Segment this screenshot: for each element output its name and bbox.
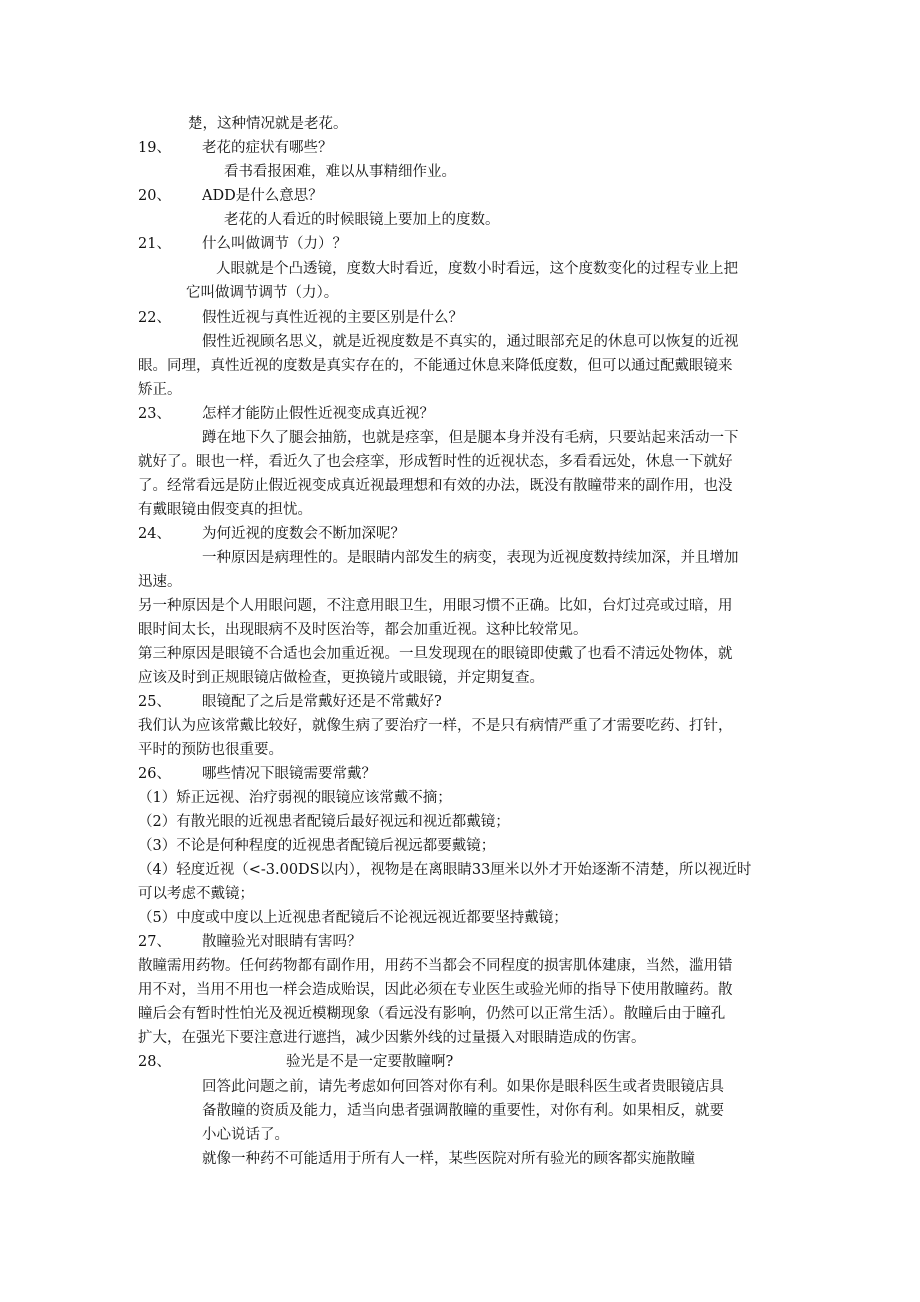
- question-heading: 假性近视与真性近视的主要区别是什么？: [202, 310, 463, 326]
- list-item: （5）中度或中度以上近视患者配镜后不论视远视近都要坚持戴镜；: [138, 910, 568, 926]
- question-number: 23、: [138, 406, 171, 422]
- text-line: 回答此问题之前，请先考虑如何回答对你有利。如果你是眼科医生或者贵眼镜店具: [202, 1079, 724, 1095]
- question-number: 20、: [138, 188, 171, 204]
- text-line: 平时的预防也很重要。: [138, 742, 283, 758]
- text-line: 了。经常看远是防止假近视变成真近视最理想和有效的办法，既没有散瞳带来的副作用，也没: [138, 478, 733, 494]
- text-line: 瞳后会有暂时性怕光及视近模糊现象（看远没有影响，仍然可以正常生活）。散瞳后由于瞳孔: [138, 1006, 726, 1022]
- text-line: 人眼就是个凸透镜，度数大时看近，度数小时看远，这个度数变化的过程专业上把: [216, 261, 738, 277]
- question-number: 19、: [138, 140, 171, 156]
- text-line: 可以考虑不戴镜；: [138, 886, 254, 902]
- question-number: 21、: [138, 236, 171, 252]
- question-number: 22、: [138, 310, 171, 326]
- text-line: 就像一种药不可能适用于所有人一样，某些医院对所有验光的顾客都实施散瞳: [202, 1151, 695, 1167]
- list-item: （2）有散光眼的近视患者配镜后最好视远和视近都戴镜；: [138, 814, 510, 830]
- text-line: 老花的人看近的时候眼镜上要加上的度数。: [224, 212, 500, 228]
- question-heading: 哪些情况下眼镜需要常戴？: [202, 766, 376, 782]
- list-item: （1）矫正远视、治疗弱视的眼镜应该常戴不摘；: [138, 790, 452, 806]
- question-number: 26、: [138, 766, 171, 782]
- text-line: 眼。同理，真性近视的度数是真实存在的，不能通过休息来降低度数，但可以通过配戴眼镜来: [138, 358, 733, 374]
- text-line: 眼时间太长，出现眼病不及时医治等，都会加重近视。这种比较常见。: [138, 622, 588, 638]
- text-line: 备散瞳的资质及能力，适当向患者强调散瞳的重要性，对你有利。如果相反，就要: [202, 1103, 724, 1119]
- text-line: 散瞳需用药物。任何药物都有副作用，用药不当都会不同程度的损害肌体建康，当然，滥用错: [138, 958, 733, 974]
- text-line: 另一种原因是个人用眼问题，不注意用眼卫生，用眼习惯不正确。比如，台灯过亮或过暗，用: [138, 598, 733, 614]
- question-number: 24、: [138, 526, 171, 542]
- list-item: （3）不论是何种程度的近视患者配镜后视远都要戴镜；: [138, 838, 496, 854]
- question-heading: 老花的症状有哪些？: [202, 140, 333, 156]
- text-line: 第三种原因是眼镜不合适也会加重近视。一旦发现现在的眼镜即使戴了也看不清远处物体，就: [138, 646, 733, 662]
- text-line: 看书看报困难，难以从事精细作业。: [224, 164, 456, 180]
- text-line: 假性近视顾名思义，就是近视度数是不真实的，通过眼部充足的休息可以恢复的近视: [202, 334, 739, 350]
- question-number: 28、: [138, 1054, 171, 1070]
- text-line: 矫正。: [138, 382, 182, 398]
- text-line: 楚，这种情况就是老花。: [188, 116, 348, 132]
- question-heading: 为何近视的度数会不断加深呢？: [202, 526, 405, 542]
- question-heading: ADD是什么意思？: [202, 188, 323, 204]
- question-heading: 眼镜配了之后是常戴好还是不常戴好?: [202, 694, 442, 710]
- text-line: 蹲在地下久了腿会抽筋，也就是痉挛，但是腿本身并没有毛病，只要站起来活动一下: [202, 430, 739, 446]
- text-line: 迅速。: [138, 574, 182, 590]
- question-number: 27、: [138, 934, 171, 950]
- text-line: 应该及时到正规眼镜店做检查，更换镜片或眼镜，并定期复查。: [138, 670, 544, 686]
- question-heading: 验光是不是一定要散瞳啊?: [286, 1054, 454, 1070]
- text-line: 扩大，在强光下要注意进行遮挡，减少因紫外线的过量摄入对眼睛造成的伤害。: [138, 1030, 646, 1046]
- text-line: 我们认为应该常戴比较好，就像生病了要治疗一样，不是只有病情严重了才需要吃药、打针，: [138, 718, 733, 734]
- text-line: 小心说话了。: [202, 1127, 289, 1143]
- text-line: 有戴眼镜由假变真的担忧。: [138, 502, 312, 518]
- text-line: 用不对，当用不用也一样会造成贻误，因此必须在专业医生或验光师的指导下使用散瞳药。散: [138, 982, 733, 998]
- question-number: 25、: [138, 694, 171, 710]
- question-heading: 怎样才能防止假性近视变成真近视？: [202, 406, 434, 422]
- text-line: 就好了。眼也一样，看近久了也会痉挛，形成暂时性的近视状态，多看看远处，休息一下就好: [138, 454, 733, 470]
- text-line: 它叫做调节调节（力）。: [186, 285, 339, 301]
- list-item: （4）轻度近视（<-3.00DS以内），视物是在离眼睛33厘米以外才开始逐渐不清楚，所以视近时: [138, 862, 752, 878]
- question-heading: 散瞳验光对眼睛有害吗？: [202, 934, 362, 950]
- text-line: 一种原因是病理性的。是眼睛内部发生的病变，表现为近视度数持续加深，并且增加: [202, 550, 739, 566]
- question-heading: 什么叫做调节（力）？: [202, 236, 347, 252]
